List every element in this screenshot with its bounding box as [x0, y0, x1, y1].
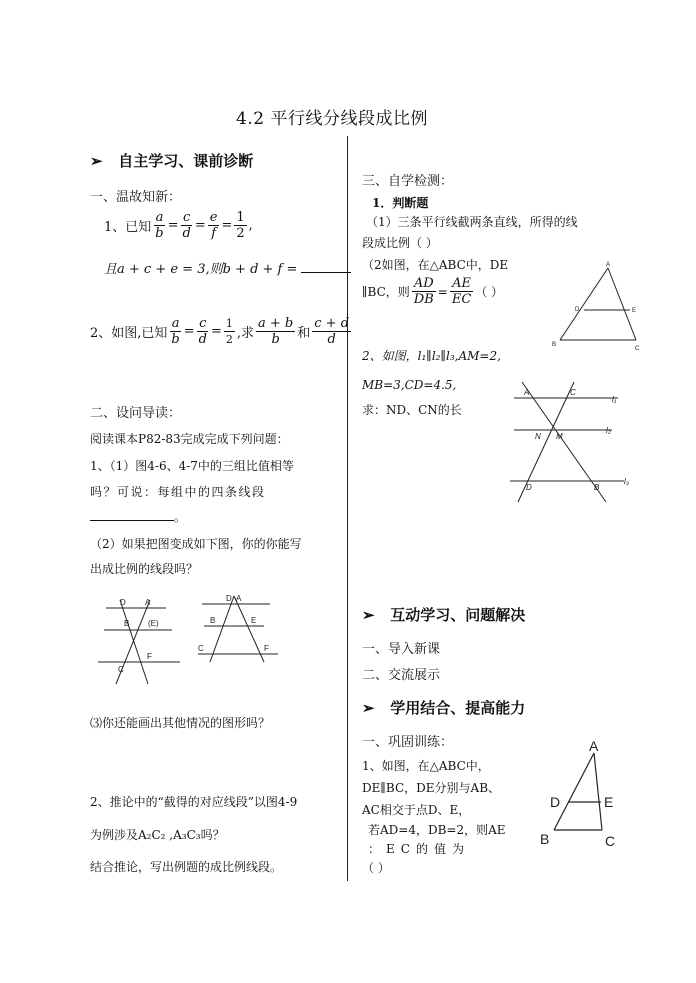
exercise-line-5: ：EC的值为	[368, 842, 470, 856]
tri2-label-e: E	[604, 794, 614, 810]
judge-q2-line-1: （2如图，在△ABC中，DE	[362, 258, 509, 272]
tri1-label-b: B	[552, 342, 557, 348]
figure-triangle-abc-exercise	[538, 738, 628, 850]
par-label-n: N	[535, 432, 541, 441]
figure-triangle-abc-small	[548, 260, 648, 350]
par-label-m: M	[556, 432, 563, 441]
question-2: 2、如图,已知 $\frac{a}{b}$ = $\frac{c}{d}$ = $\frac{1}{2}$ ,求 $\frac{a + b}{b}$ 和 $\frac{c + d}{d}$	[90, 316, 350, 347]
fig-left-label-f: F	[147, 652, 152, 661]
par-label-a: A	[524, 388, 530, 397]
fig-right-label-b: B	[210, 616, 216, 625]
guide-q1-blank: 。	[90, 508, 186, 525]
check-heading: 三、自学检测：	[362, 174, 454, 189]
question-1-line-2: 且a + c + e = 3,则b + d + f =	[104, 258, 351, 277]
tri1-label-e: E	[632, 308, 637, 314]
par-label-l2: l₂	[606, 426, 611, 435]
guide-q3: ⑶你还能画出其他情况的图形吗？	[90, 716, 271, 730]
judge-q1-line-2: 段成比例（ ）	[362, 236, 438, 250]
par-label-b: B	[594, 483, 600, 492]
exercise-blank: （ ）	[362, 861, 390, 875]
consolidate-heading: 一、巩固训练：	[362, 735, 454, 750]
tri1-label-a: A	[606, 262, 611, 268]
exercise-line-3: AC相交于点D、E，	[362, 803, 471, 817]
judge-q1-line-1: （1）三条平行线截两条直线，所得的线	[366, 215, 578, 229]
fig-left-label-e: (E)	[148, 619, 159, 628]
figure-three-parallel-lines	[510, 378, 640, 506]
guide-q1-line-2: 吗？可说：每组中的四条线段	[90, 485, 266, 499]
fig-left-label-d: D	[120, 598, 126, 607]
tri2-label-d: D	[550, 794, 561, 810]
intro-item: 一、导入新课	[362, 642, 441, 657]
exercise-line-4: 若AD=4，DB=2，则AE	[368, 823, 506, 837]
q2-line-3: 求：ND、CN的长	[362, 403, 462, 417]
tri1-label-c: C	[635, 346, 640, 352]
exchange-item: 二、交流展示	[362, 668, 441, 683]
guide-q2-line-1: 2、推论中的“截得的对应线段”以图4-9	[90, 795, 298, 809]
review-heading: 一、温故知新：	[90, 190, 182, 205]
par-label-d: D	[526, 483, 532, 492]
judge-q2-line-2: ∥BC，则 $\frac{AD}{DB}$ = $\frac{AE}{EC}$ （ ）	[362, 276, 504, 307]
section-heading-application: ➢ 学用结合、提高能力	[362, 699, 526, 717]
arrow-bullet-icon: ➢	[362, 699, 375, 717]
par-label-l1: l₁	[612, 395, 617, 404]
q2-line-2: MB=3,CD=4.5,	[362, 378, 457, 392]
section-heading-interactive: ➢ 互动学习、问题解决	[362, 606, 526, 624]
fig-left-label-c: C	[118, 665, 124, 674]
arrow-bullet-icon: ➢	[362, 606, 375, 624]
guide-q2-line-3: 结合推论，写出例题的成比例线段。	[90, 860, 283, 874]
judge-heading: 1．判断题	[372, 196, 429, 210]
tri1-label-d: D	[575, 307, 580, 313]
page-title: 4.2 平行线分线段成比例	[236, 109, 428, 129]
exercise-line-1: 1、如图，在△ABC中，	[362, 759, 490, 773]
guide-intro: 阅读课本P82-83完成完成下列问题：	[90, 432, 289, 446]
arrow-bullet-icon: ➢	[90, 152, 103, 170]
fig-left-label-a: A	[145, 598, 151, 607]
fig-right-label-c: C	[198, 644, 204, 653]
q2-line-1: 2、如图，l₁∥l₂∥l₃,AM=2,	[362, 349, 501, 363]
column-divider	[347, 136, 348, 881]
tri2-label-b: B	[540, 831, 550, 847]
figure-parallel-lines-pair	[94, 592, 294, 692]
section-heading-self-study: ➢ 自主学习、课前诊断	[90, 152, 254, 170]
fig-left-label-b: B	[124, 619, 130, 628]
guide-q1b-line-1: （2）如果把图变成如下图，你的你能写	[90, 537, 302, 551]
par-label-c: C	[570, 388, 576, 397]
fig-right-label-a: A	[236, 594, 242, 603]
guide-q2-line-2: 为例涉及A₂C₂ ,A₃C₃吗？	[90, 828, 225, 842]
question-1: 1、已知 $\frac{a}{b}$ = $\frac{c}{d}$ = $\frac{e}{f}$ = $\frac{1}{2}$ ,	[104, 210, 253, 241]
guide-q1b-line-2: 出成比例的线段吗？	[90, 562, 199, 576]
exercise-line-2: DE∥BC，DE分别与AB、	[362, 781, 501, 795]
fig-right-label-d: D	[226, 594, 232, 603]
fig-right-label-f: F	[264, 644, 269, 653]
tri2-label-c: C	[605, 833, 616, 849]
guide-heading: 二、设问导读：	[90, 406, 182, 421]
tri2-label-a: A	[589, 738, 599, 754]
par-label-l3: l₃	[624, 477, 629, 486]
fig-right-label-e: E	[251, 616, 257, 625]
guide-q1-line-1: 1、（1）图4-6、4-7中的三组比值相等	[90, 459, 294, 473]
